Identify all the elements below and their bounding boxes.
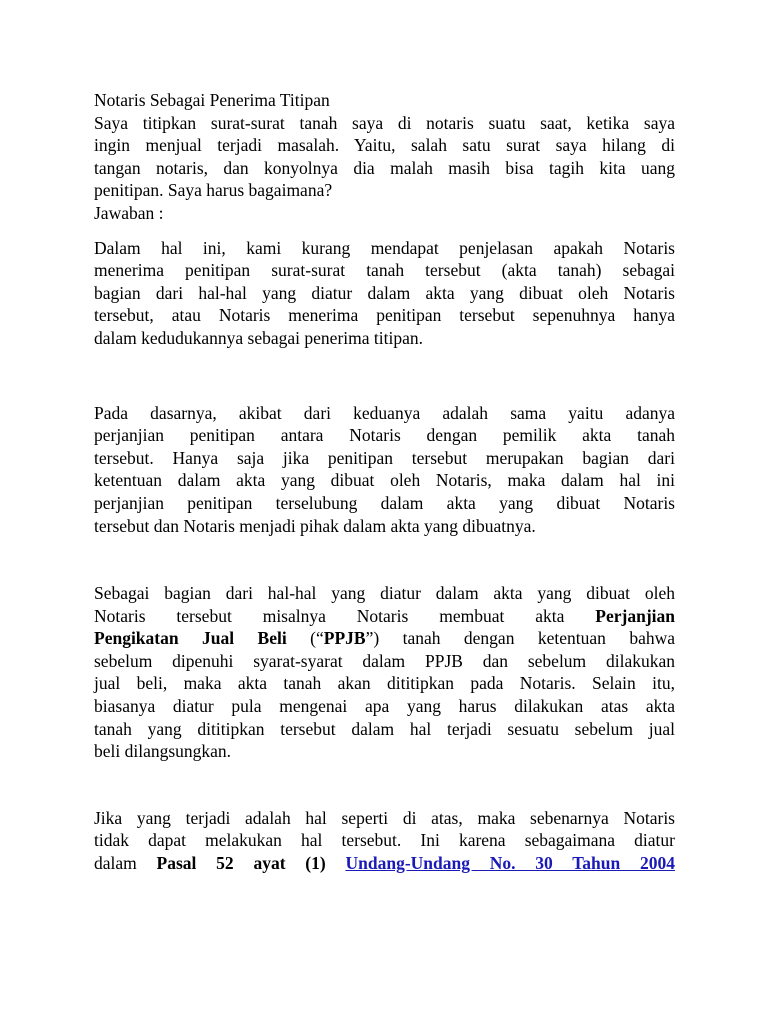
- paragraph-line: tidak dapat melakukan hal tersebut. Ini karena sebagaimana diatur: [94, 830, 675, 851]
- bold-term: Pasal 52 ayat (1): [156, 853, 326, 874]
- question-line: tangan notaris, dan konyolnya dia malah masih bisa tagih kita uang: [94, 157, 675, 178]
- paragraph-line: tersebut, atau Notaris menerima penitipan tersebut sepenuhnya hanya: [94, 305, 675, 326]
- paragraph-text: dalam: [94, 853, 137, 874]
- paragraph-line: [94, 627, 675, 650]
- document-title: Notaris Sebagai Penerima Titipan: [94, 90, 330, 110]
- spacer: [94, 763, 675, 807]
- document-page: [94, 89, 675, 875]
- answer-label: Jawaban :: [94, 202, 164, 223]
- paragraph-line: perjanjian penitipan antara Notaris dengan pemilik akta tanah: [94, 425, 675, 446]
- paragraph-2: [94, 402, 675, 538]
- paragraph-line: sebelum dipenuhi syarat-syarat dalam PPJB dan sebelum dilakukan: [94, 650, 675, 671]
- paragraph-line: Sebagai bagian dari hal-hal yang diatur dalam akta yang dibuat oleh: [94, 583, 675, 604]
- paragraph-text: (“: [286, 628, 324, 649]
- paragraph-line: [94, 605, 675, 628]
- bold-term: Perjanjian: [595, 605, 675, 626]
- paragraph-1: [94, 237, 675, 350]
- paragraph-line: tanah yang dititipkan tersebut dalam hal terjadi sesuatu sebelum jual: [94, 718, 675, 739]
- paragraph-line: Pada dasarnya, akibat dari keduanya adalah sama yaitu adanya: [94, 402, 675, 423]
- paragraph-line: tersebut dan Notaris menjadi pihak dalam akta yang dibuatnya.: [94, 515, 536, 536]
- paragraph-line: beli dilangsungkan.: [94, 741, 232, 762]
- law-link[interactable]: Undang-Undang No. 30 Tahun 2004: [345, 853, 676, 874]
- question-line: Saya titipkan surat-surat tanah saya di notaris suatu saat, ketika saya: [94, 112, 675, 133]
- paragraph-line: menerima penitipan surat-surat tanah tersebut (akta tanah) sebagai: [94, 260, 675, 281]
- paragraph-line: Jika yang terjadi adalah hal seperti di atas, maka sebenarnya Notaris: [94, 807, 675, 828]
- spacer: [94, 537, 675, 582]
- paragraph-line: jual beli, maka akta tanah akan dititipkan pada Notaris. Selain itu,: [94, 673, 675, 694]
- paragraph-line: [94, 852, 675, 875]
- paragraph-line: tersebut. Hanya saja jika penitipan tersebut merupakan bagian dari: [94, 447, 675, 468]
- question-block: [94, 89, 675, 225]
- paragraph-3: [94, 582, 675, 763]
- bold-term: Pengikatan Jual Beli: [94, 628, 287, 649]
- question-line: ingin menjual terjadi masalah. Yaitu, salah satu surat saya hilang di: [94, 135, 675, 156]
- bold-term: PPJB: [323, 628, 366, 649]
- question-line: penitipan. Saya harus bagaimana?: [94, 180, 333, 201]
- paragraph-line: perjanjian penitipan terselubung dalam akta yang dibuat Notaris: [94, 492, 675, 513]
- paragraph-line: bagian dari hal-hal yang diatur dalam akta yang dibuat oleh Notaris: [94, 282, 675, 303]
- spacer: [94, 350, 675, 402]
- paragraph-4: [94, 807, 675, 875]
- paragraph-text: ”) tanah dengan ketentuan bahwa: [365, 628, 675, 649]
- paragraph-line: ketentuan dalam akta yang dibuat oleh Notaris, maka dalam hal ini: [94, 470, 675, 491]
- paragraph-line: biasanya diatur pula mengenai apa yang harus dilakukan atas akta: [94, 696, 675, 717]
- paragraph-line: dalam kedudukannya sebagai penerima titipan.: [94, 327, 423, 348]
- paragraph-line: Dalam hal ini, kami kurang mendapat penjelasan apakah Notaris: [94, 237, 675, 258]
- paragraph-text: Notaris tersebut misalnya Notaris membuat akta: [94, 605, 565, 626]
